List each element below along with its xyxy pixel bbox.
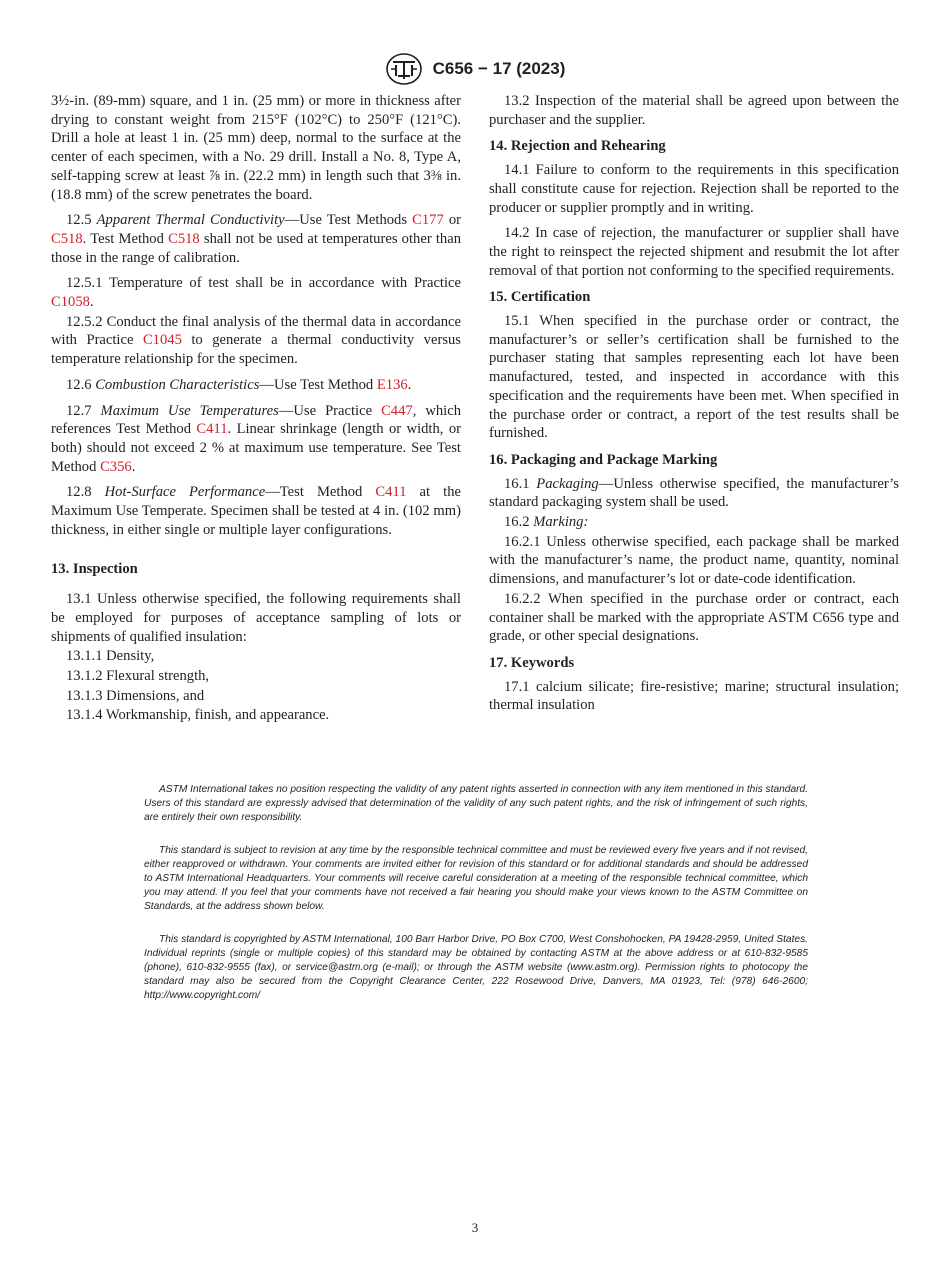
reference-link[interactable]: C1045: [142, 332, 182, 349]
paragraph-16-2-1: 16.2.1 Unless otherwise specified, each package shall be marked with the manufacturer’s name, the product name, quantity, nominal dimensions, and manufacturer’s lot or date-code identification.: [489, 533, 899, 588]
paragraph-17-1: 17.1 calcium silicate; fire-resistive; marine; structural insulation; thermal insulation: [489, 678, 899, 714]
paragraph-12-8: 12.8 Hot-Surface Performance—Test Method C411 at the Maximum Use Temperate. Specimen shall be tested at 4 in. (102 mm) thickness, in either single or multiple layer configurations.: [51, 484, 461, 538]
footer-text: This standard is copyrighted by ASTM International, 100 Barr Harbor Drive, PO Box C700, West Conshohocken, PA 19428-2959, United States. Individual reprints (single or multiple copies) of this standard may be obtained by contacting ASTM at the above address or at 610-832-9585 (phone), 610-832-9555 (fax), or service@astm.org (e-mail); or through the ASTM website (www.astm.org). Permission rights to photocopy the standard may also be secured from the Copyright Clearance Center, 222 Rosewood Drive, Danvers, MA 01923, Tel: (978) 646-2600; http://www.copyright.com/: [144, 934, 808, 1001]
section-heading-13: 13. Inspection: [51, 561, 138, 578]
paragraph-12-6: 12.6 Combustion Characteristics—Use Test Method E136.: [66, 376, 412, 393]
reference-link[interactable]: C1058: [51, 294, 90, 311]
section-heading-16: 16. Packaging and Package Marking: [489, 451, 718, 468]
reference-link[interactable]: E136: [376, 376, 408, 393]
page-header: [0, 52, 950, 86]
reference-link[interactable]: C177: [412, 212, 444, 229]
paragraph-specimen-prep: 3½-in. (89-mm) square, and 1 in. (25 mm) or more in thickness after drying to constant weight from 215°F (102°C) to 250°F (121°C). Drill a hole at least 1 in. (25 mm) deep, normal to the surface at the center of each specimen, with a No. 29 drill. Install a No. 8, Type A, self-tapping screw at least ⅞ in. (22.2 mm) in length such that 3⅜ in. (18.8 mm) of the screw penetrates the board.: [51, 93, 461, 203]
paragraph-15-1: 15.1 When specified in the purchase order or contract, the manufacturer’s or seller’s certification shall be furnished to the purchaser stating that samples representing each lot have been manufactured, tested, and inspected in accordance with this specification and the requirements have been met. When specified in the purchase order or contract, a report of the test results shall be furnished.: [489, 313, 899, 442]
reference-link[interactable]: C411: [375, 484, 407, 501]
astm-logo-icon: [385, 52, 423, 86]
right-column: [489, 92, 899, 722]
section-heading-17: 17. Keywords: [489, 654, 575, 671]
reference-link[interactable]: C356: [100, 458, 132, 475]
reference-link[interactable]: C518: [168, 230, 200, 247]
paragraph-12-5: 12.5 Apparent Thermal Conductivity—Use Test Methods C177 or C518. Test Method C518 shall not be used at temperatures other than those in the range of calibration.: [51, 212, 461, 266]
page-number: 3: [471, 1220, 479, 1235]
revision-notice: [144, 844, 808, 914]
paragraph-16-1: 16.1 Packaging—Unless otherwise specified, the manufacturer’s standard packaging system shall be used.: [489, 475, 899, 511]
footer-text: This standard is subject to revision at any time by the responsible technical committee and must be reviewed every five years and if not revised, either reapproved or withdrawn. Your comments are invited either for revision of this standard or for additional standards and should be addressed to ASTM International Headquarters. Your comments will receive careful consideration at a meeting of the responsible technical committee, which you may attend. If you feel that your comments have not received a fair hearing you should make your views known to the ASTM Committee on Standards, at the address shown below.: [144, 845, 808, 912]
paragraph-16-2-2: 16.2.2 When specified in the purchase order or contract, each container shall be marked with the appropriate ASTM C656 type and grade, or other special designations.: [489, 590, 899, 645]
left-column: [51, 92, 461, 726]
paragraph-16-2: 16.2 Marking:: [504, 514, 589, 531]
copyright-notice: [144, 933, 808, 1003]
paragraph-12-7: 12.7 Maximum Use Temperatures—Use Practice C447, which references Test Method C411. Linear shrinkage (length or width, or both) should not exceed 2 % at maximum use temperature. See Test Method C356.: [51, 402, 461, 475]
reference-link[interactable]: C518: [51, 230, 83, 247]
list-item: 13.1.3 Dimensions, and: [66, 687, 205, 704]
list-item: 13.1.4 Workmanship, finish, and appearance.: [66, 707, 330, 724]
paragraph-13-2: 13.2 Inspection of the material shall be agreed upon between the purchaser and the supplier.: [489, 93, 899, 128]
reference-link[interactable]: C411: [196, 421, 228, 438]
paragraph-12-5-2: 12.5.2 Conduct the final analysis of the thermal data in accordance with Practice C1045 to generate a thermal conductivity versus temperature relationship for the specimen.: [51, 313, 461, 368]
paragraph-14-2: 14.2 In case of rejection, the manufacturer or supplier shall have the right to reinspect the rejected shipment and resubmit the lot after removal of that portion not conforming to the specified requirements.: [489, 225, 899, 279]
footer-text: ASTM International takes no position respecting the validity of any patent rights asserted in connection with any item mentioned in this standard. Users of this standard are expressly advised that determination of the validity of any such patent rights, and the risk of infringement of such rights, are entirely their own responsibility.: [144, 784, 808, 823]
list-item: 13.1.1 Density,: [66, 648, 155, 665]
paragraph-14-1: 14.1 Failure to conform to the requirements in this specification shall constitute cause for rejection. Rejection shall be reported to the producer or supplier promptly and in writing.: [489, 162, 899, 216]
document-designation: C656 − 17 (2023): [432, 59, 566, 78]
paragraph-13-1: 13.1 Unless otherwise specified, the following requirements shall be employed for purposes of acceptance sampling of lots or shipments of qualified insulation:: [51, 591, 461, 645]
list-item: 13.1.2 Flexural strength,: [66, 667, 210, 684]
paragraph-12-5-1: 12.5.1 Temperature of test shall be in accordance with Practice C1058.: [51, 275, 461, 311]
reference-link[interactable]: C447: [381, 402, 413, 419]
section-heading-15: 15. Certification: [489, 289, 591, 306]
patent-notice: [144, 783, 808, 825]
section-heading-14: 14. Rejection and Rehearing: [489, 138, 666, 155]
